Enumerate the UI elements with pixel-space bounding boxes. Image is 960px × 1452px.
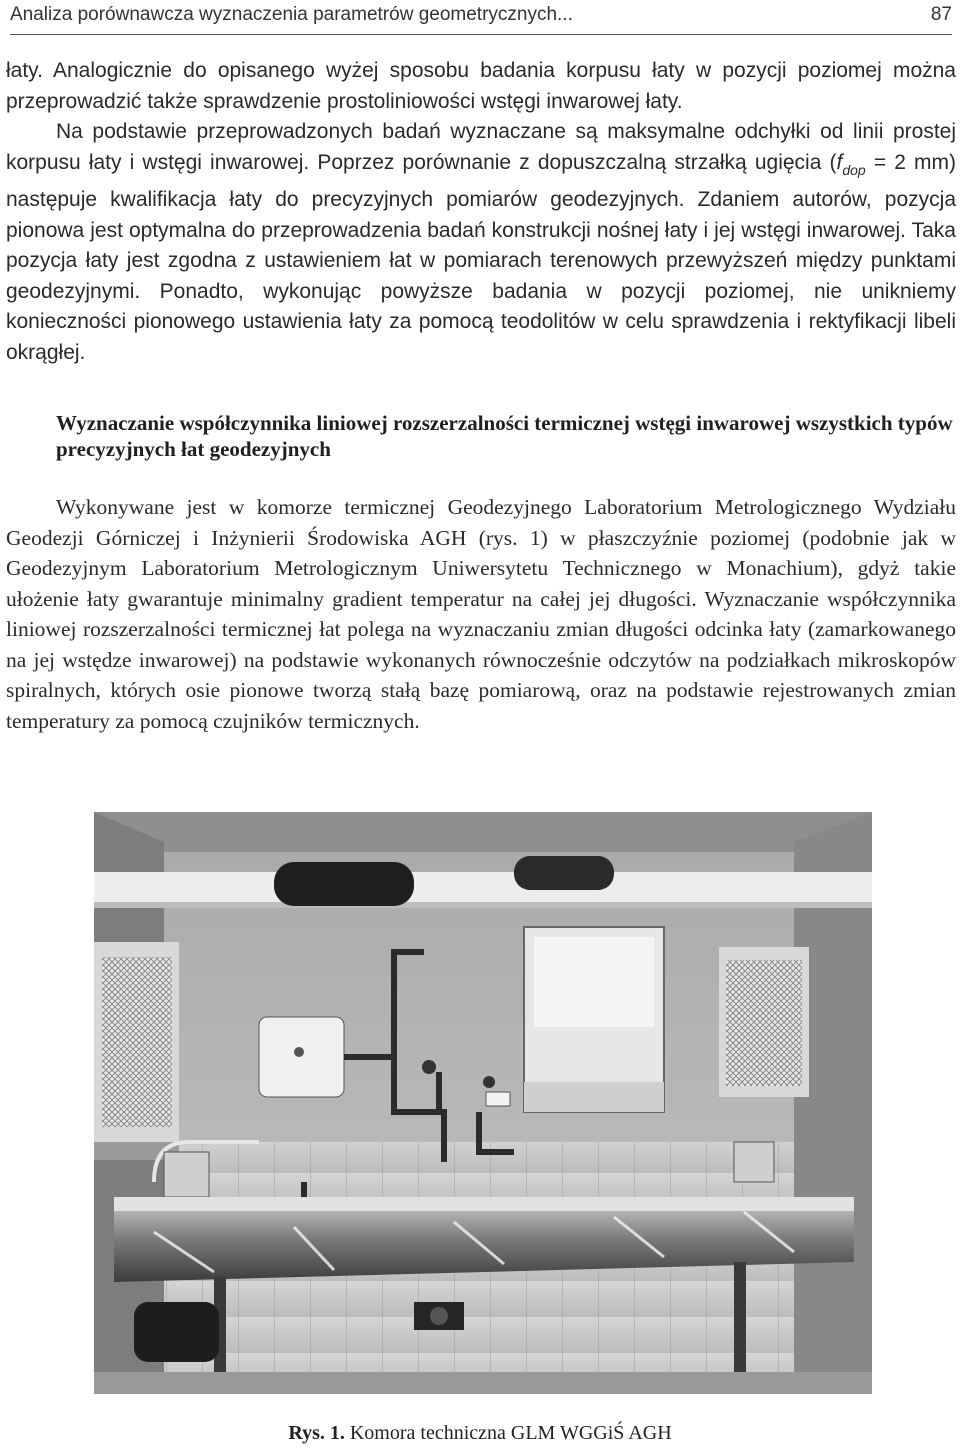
paragraph-1-part-b: = 2 mm) następuje kwalifikacja łaty do precyzyjnych pomiarów geodezyjnych. Zdaniem autorów, pozycja pionowa jest optymalna do przeprowadzenia badań konstrukcji nośnej łaty i jej wstęgi inwarowej. Taka pozycja łaty jest zgodna z ustawieniem łat w pomiarach terenowych przewyższeń między punktami geodezyjnymi. Ponadto, wykonując powyższe badania w pozycji poziomej, nie unikniemy konieczności pionowego ustawienia łaty za pomocą teodolitów w celu sprawdzenia i rektyfikacji libeli okrągłej. xyxy=(6,150,956,364)
paragraph-1-line-1: łaty. Analogicznie do opisanego wyżej sposobu badania korpusu łaty w pozycji poziomej można przeprowadzić także sprawdzenie prostoliniowości wstęgi inwarowej łaty. xyxy=(6,59,956,113)
thermal-chamber-photo xyxy=(94,812,872,1394)
page-number: 87 xyxy=(930,4,952,25)
figure-caption xyxy=(0,1422,960,1445)
body-paragraph-1 xyxy=(6,56,956,368)
running-title: Analiza porównawcza wyznaczenia parametrów geometrycznych... xyxy=(10,4,573,25)
photo-illustration xyxy=(94,812,872,1394)
figure-label: Rys. 1. xyxy=(288,1422,345,1444)
body-paragraph-2 xyxy=(6,492,956,736)
paragraph-2-text: Wykonywane jest w komorze termicznej Geodezyjnego Laboratorium Metrologicznego Wydziału Geodezji Górniczej i Inżynierii Środowiska AGH (rys. 1) w płaszczyźnie poziomej (podobnie jak w Geodezyjnym Laboratorium Metrologicznym Uniwersytetu Technicznego w Monachium), gdyż takie ułożenie łaty gwarantuje minimalny gradient temperatur na całej jej długości. Wyznaczanie współczynnika liniowej rozszerzalności termicznej łat polega na wyznaczaniu zmian długości odcinka łaty (zamarkowanego na jej wstędze inwarowej) na podstawie wykonanych równocześnie odczytów na podziałkach mikroskopów spiralnych, których osie pionowe tworzą stałą bazę pomiarową, oraz na podstawie rejestrowanych zmian temperatury za pomocą czujników termicznych. xyxy=(6,495,956,733)
f-symbol: f xyxy=(836,150,843,174)
section-heading: Wyznaczanie współczynnika liniowej rozszerzalności termicznej wstęgi inwarowej wszystkich typów precyzyjnych łat geodezyjnych xyxy=(56,411,953,461)
f-subscript: dop xyxy=(842,161,866,178)
figure-caption-text: Komora techniczna GLM WGGiŚ AGH xyxy=(349,1422,672,1444)
running-header xyxy=(10,4,952,35)
paragraph-1-part-a: Na podstawie przeprowadzonych badań wyznaczane są maksymalne odchyłki od linii prostej korpusu łaty i wstęgi inwarowej. Poprzez porównanie z dopuszczalną strzałką ugięcia ( xyxy=(6,120,956,174)
